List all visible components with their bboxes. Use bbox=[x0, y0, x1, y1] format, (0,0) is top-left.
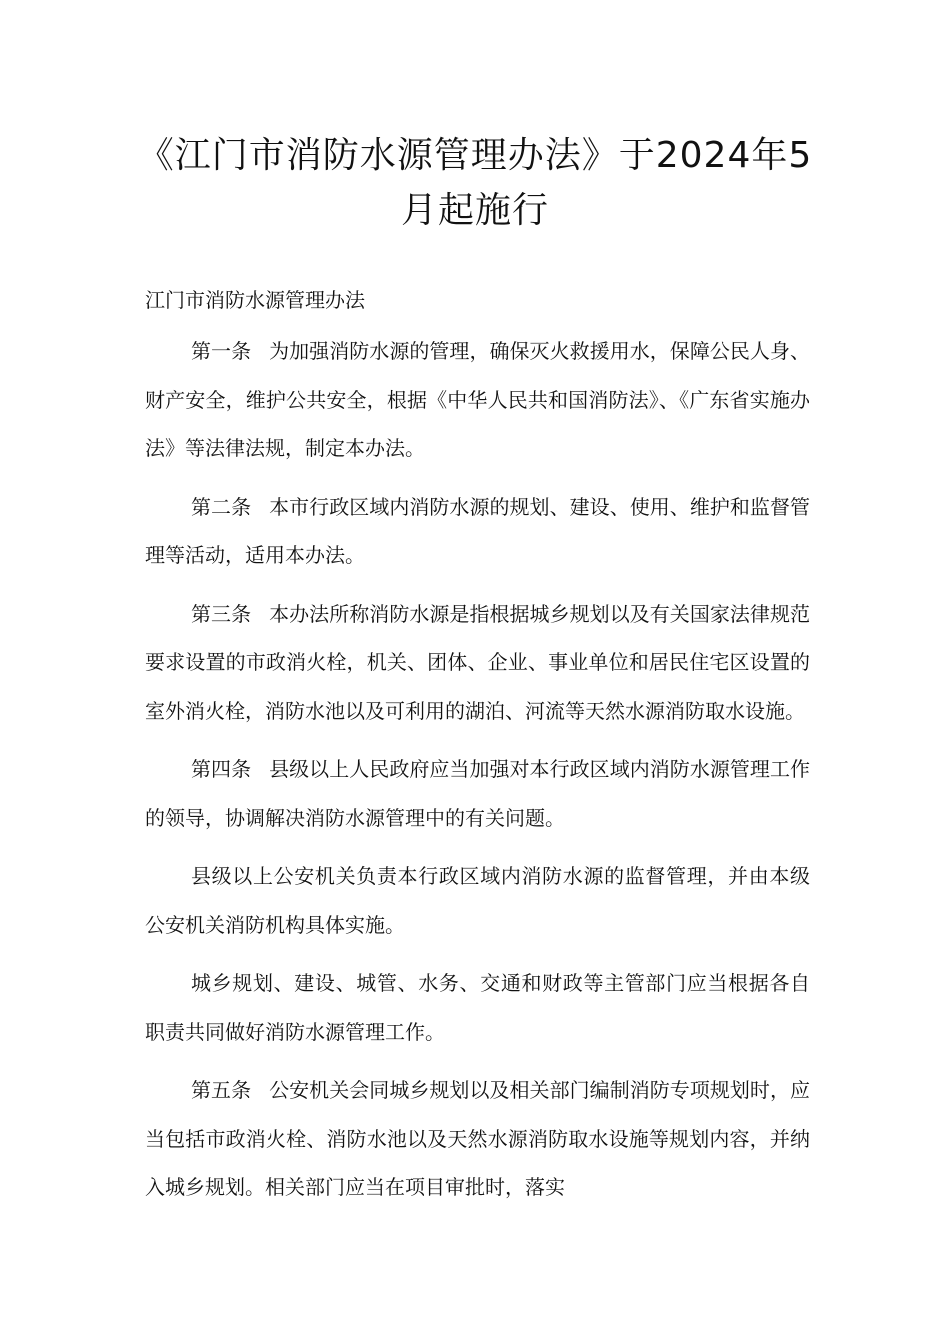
article-1-paragraph bbox=[145, 327, 810, 473]
article-text: 城乡规划、建设、城管、水务、交通和财政等主管部门应当根据各自职责共同做好消防水源管理工作。 bbox=[145, 971, 810, 1044]
document-body bbox=[145, 283, 810, 1222]
regulation-name: 江门市消防水源管理办法 bbox=[145, 288, 365, 312]
article-text: 县级以上人民政府应当加强对本行政区域内消防水源管理工作的领导，协调解决消防水源管理中的有关问题。 bbox=[145, 757, 811, 830]
article-2-paragraph bbox=[145, 483, 810, 580]
article-number: 第五条 bbox=[191, 1078, 252, 1102]
article-text: 本办法所称消防水源是指根据城乡规划以及有关国家法律规范要求设置的市政消火栓，机关、团体、企业、事业单位和居民住宅区设置的室外消火栓，消防水池以及可利用的湖泊、河流等天然水源消防取水设施。 bbox=[145, 601, 811, 723]
document-title: 《江门市消防水源管理办法》于2024年5月起施行 bbox=[137, 135, 813, 231]
article-number: 第三条 bbox=[191, 601, 252, 626]
article-4-paragraph bbox=[145, 745, 810, 842]
article-number: 第二条 bbox=[191, 494, 252, 519]
article-text: 公安机关会同城乡规划以及相关部门编制消防专项规划时，应当包括市政消火栓、消防水池以及天然水源消防取水设施等规划内容，并纳入城乡规划。相关部门应当在项目审批时，落实 bbox=[145, 1078, 811, 1199]
article-text: 县级以上公安机关负责本行政区域内消防水源的监督管理，并由本级公安机关消防机构具体实施。 bbox=[145, 864, 810, 937]
article-text: 为加强消防水源的管理，确保灭火救援用水，保障公民人身、财产安全，维护公共安全，根据《中华人民共和国消防法》、《广东省实施办法》等法律法规，制定本办法。 bbox=[145, 339, 811, 460]
article-number: 第一条 bbox=[191, 339, 252, 363]
article-4-paragraph-3 bbox=[145, 959, 810, 1056]
article-5-paragraph bbox=[145, 1066, 810, 1212]
article-4-paragraph-2 bbox=[145, 852, 810, 949]
article-number: 第四条 bbox=[191, 757, 252, 781]
article-3-paragraph bbox=[145, 590, 810, 736]
article-text: 本市行政区域内消防水源的规划、建设、使用、维护和监督管理等活动，适用本办法。 bbox=[145, 494, 811, 567]
